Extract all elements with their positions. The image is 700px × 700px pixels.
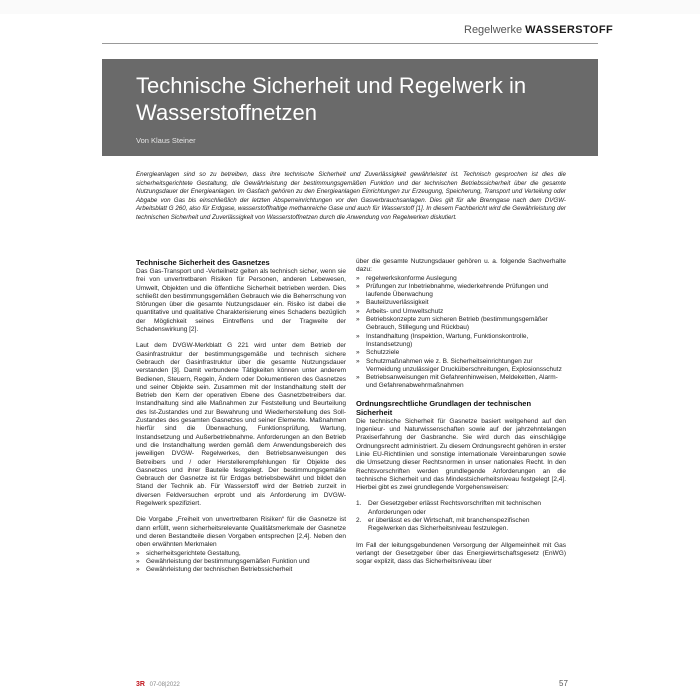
list-item: » sicherheitsgerichtete Gestaltung,: [136, 550, 346, 558]
header-rule: [102, 43, 598, 44]
section-heading-legal: Ordnungsrechtliche Grundlagen der technischen Sicherheit: [356, 398, 532, 417]
list-item: » Schutzmaßnahmen wie z. B. Sicherheitseinrichtungen zur Vermeidung unzulässiger Drucküberschreitungen, Explosionsschutz: [356, 358, 566, 375]
article-lead: Energieanlagen sind so zu betreiben, dass ihre technische Sicherheit und Zuverlässigkeit gewährleistet ist. Technisch gesprochen ist dies die sicherheitsgerichtete Gestaltung, die Gewährleistung der bestimmungsgemäßen Funktion und der technischen Betriebssicherheit über die gesamte Nutzungsdauer der Energieanlagen. Im Gasfach gehören zu den Energieanlagen Einrichtungen zur Erzeugung, Speicherung, Transport und Verteilung oder Abgabe von Gas bis einschließlich der letzten Absperreinrichtungen vor den Gasverbrauchsanlagen. Dies gilt für alle Brenngase nach dem DVGW-Arbeitsblatt G 260, also für Erdgase, wasserstoffhaltige methanreiche Gase und auch für Wasserstoff [1]. In diesem Fachbericht wird die Gewährleistung der technischen Sicherheit und Zuverlässigkeit von Wasserstoffnetzen durch die Anwendung von Regelwerken diskutiert.: [136, 171, 566, 221]
section-header: [464, 24, 613, 36]
title-banner: [102, 59, 598, 156]
paragraph: Die Vorgabe „Freiheit von unvertretbaren Risiken“ für die Gasnetze ist dann erfüllt, wenn sicherheitsrelevante Qualitätsmerkmale der Gasnetze und deren Bestandteile diesen Vorgaben entsprechen [2,4]. Neben den oben erwähnten Merkmalen: [136, 516, 346, 549]
paragraph: Das Gas-Transport und -Verteilnetz gelten als technisch sicher, wenn sie frei von unvertretbaren Risiken für Personen, anderen Lebewesen, Umwelt, Objekten und die öffentliche Sicherheit betrieben werden. Dies schließt den bestimmungsgemäßen Gebrauch wie die Beherrschung von Störungen über die gesamte Nutzungsdauer ein. Risiko ist dabei die quantitative und qualitative Charakterisierung eines Schadens bezüglich der Möglichkeit seines Eintreffens und der Tragweite der Schadenswirkung [2].: [136, 268, 346, 334]
list-number: 1.: [356, 500, 362, 508]
list-item: » regelwerkskonforme Auslegung: [356, 275, 566, 283]
list-text: Der Gesetzgeber erlässt Rechtsvorschriften mit technischen Anforderungen oder: [368, 500, 542, 516]
list-item: » Gewährleistung der technischen Betriebssicherheit: [136, 566, 346, 574]
right-column: [356, 258, 566, 575]
paragraph: Die technische Sicherheit für Gasnetze basiert weitgehend auf den Ingenieur- und Naturwissenschaften sowie auf der jahrzehntelangen Praxiserfahrung der Gasbranche. Sie wird durch das einschlägige Ordnungsrecht administriert. Zu diesem Ordnungsrecht gehören in erster Linie EU-Richtlinien und sonstige internationale Vereinbarungen sowie die Umsetzung dieser Rechtsnormen in unser nationales Recht. In den Rechtsvorschriften werden grundlegende Anforderungen an die technische Sicherheit und das Mindestsicherheitsniveau festgelegt [2,4]. Hierbei gibt es zwei grundlegende Vorgehensweisen:: [356, 417, 566, 492]
list-item: » Instandhaltung (Inspektion, Wartung, Funktionskontrolle, Instandsetzung): [356, 333, 566, 350]
left-column: [136, 258, 346, 582]
list-item: » Bauteilzuverlässigkeit: [356, 299, 566, 307]
paragraph: Laut dem DVGW-Merkblatt G 221 wird unter dem Betrieb der Gasinfrastruktur der bestimmungsgemäße und technisch sichere Gebrauch der Gasinfrastruktur über die gesamte Nutzungsdauer verstanden [3]. Damit verbundene Tätigkeiten können unter anderem Bedienen, Steuern, Regeln, Ändern oder Dokumentieren des Gasnetzes und seiner Objekte sein. Zusammen mit der Instandhaltung stellt der Betrieb den Kern der operativen Ebene des Gasnetzbetreibers dar. Instandhaltung sind alle Maßnahmen zur Feststellung und Beurteilung des Ist-Zustandes und zur Bewahrung und Wiederherstellung des Soll-Zustandes des gesamten Gasnetzes und seiner Elemente. Maßnahmen hierfür sind die Überwachung, Funktionsprüfung, Wartung, Instandsetzung und Außerbetriebnahme. Anforderungen an den Betrieb und die Instandhaltung werden gemäß dem Anwendungsbereich des jeweiligen DVGW- Regelwerkes, den Betriebsanweisungen des Betreibers und / oder Herstellerempfehlungen für Objekte des Gasnetzes und ihrer Bauteile festgelegt. Der bestimmungsgemäße Gebrauch der Gasnetze ist für Erdgas betriebsbewährt und bildet den Stand der Technik ab. Für Wasserstoff wird der Betrieb zurzeit in diversen Feldversuchen erprobt und als Anforderung im DVGW-Regelwerk spezifiziert.: [136, 342, 346, 508]
publication-logo: 3R: [136, 681, 145, 688]
list-item: » Gewährleistung der bestimmungsgemäßen Funktion und: [136, 558, 346, 566]
section-name: Regelwerke: [464, 24, 523, 36]
list-item: » Betriebskonzepte zum sicheren Betrieb (bestimmungsgemäßer Gebrauch, Stillegung und Rückbau): [356, 316, 566, 333]
bullet-list: [136, 550, 346, 575]
list-item: » Betriebsanweisungen mit Gefahrenhinweisen, Meldeketten, Alarm- und Gefahrenabwehrmaßnahmen: [356, 374, 566, 391]
list-item: [356, 500, 566, 517]
section-topic: WASSERSTOFF: [525, 24, 614, 36]
section-heading-safety: Technische Sicherheit des Gasnetzes: [136, 258, 270, 267]
numbered-list: [356, 500, 566, 533]
top-margin: [0, 0, 700, 14]
list-item: » Arbeits- und Umweltschutz: [356, 308, 566, 316]
list-item: [356, 517, 566, 534]
footer-publication: [136, 681, 180, 688]
list-text: er überlässt es der Wirtschaft, mit branchenspezifischen Regelwerken das Sicherheitsniveau festzulegen.: [368, 517, 530, 533]
article-title: Technische Sicherheit und Regelwerk in Wasserstoffnetzen: [136, 73, 527, 125]
list-item: » Schutzziele: [356, 349, 566, 357]
page-number: 57: [559, 679, 568, 688]
bullet-list: [356, 275, 566, 391]
paragraph: über die gesamte Nutzungsdauer gehören u. a. folgende Sachverhalte dazu:: [356, 258, 566, 274]
paragraph: Im Fall der leitungsgebundenen Versorgung der Allgemeinheit mit Gas verlangt der Gesetzgeber über das Energiewirtschaftsgesetz (EnWG) sogar explizit, dass das Sicherheitsniveau über: [356, 541, 566, 566]
list-item: » Prüfungen zur Inbetriebnahme, wiederkehrende Prüfungen und laufende Überwachung: [356, 283, 566, 300]
article-author: Von Klaus Steiner: [136, 136, 196, 145]
issue-number: 07-08|2022: [149, 682, 180, 688]
list-number: 2.: [356, 517, 362, 525]
